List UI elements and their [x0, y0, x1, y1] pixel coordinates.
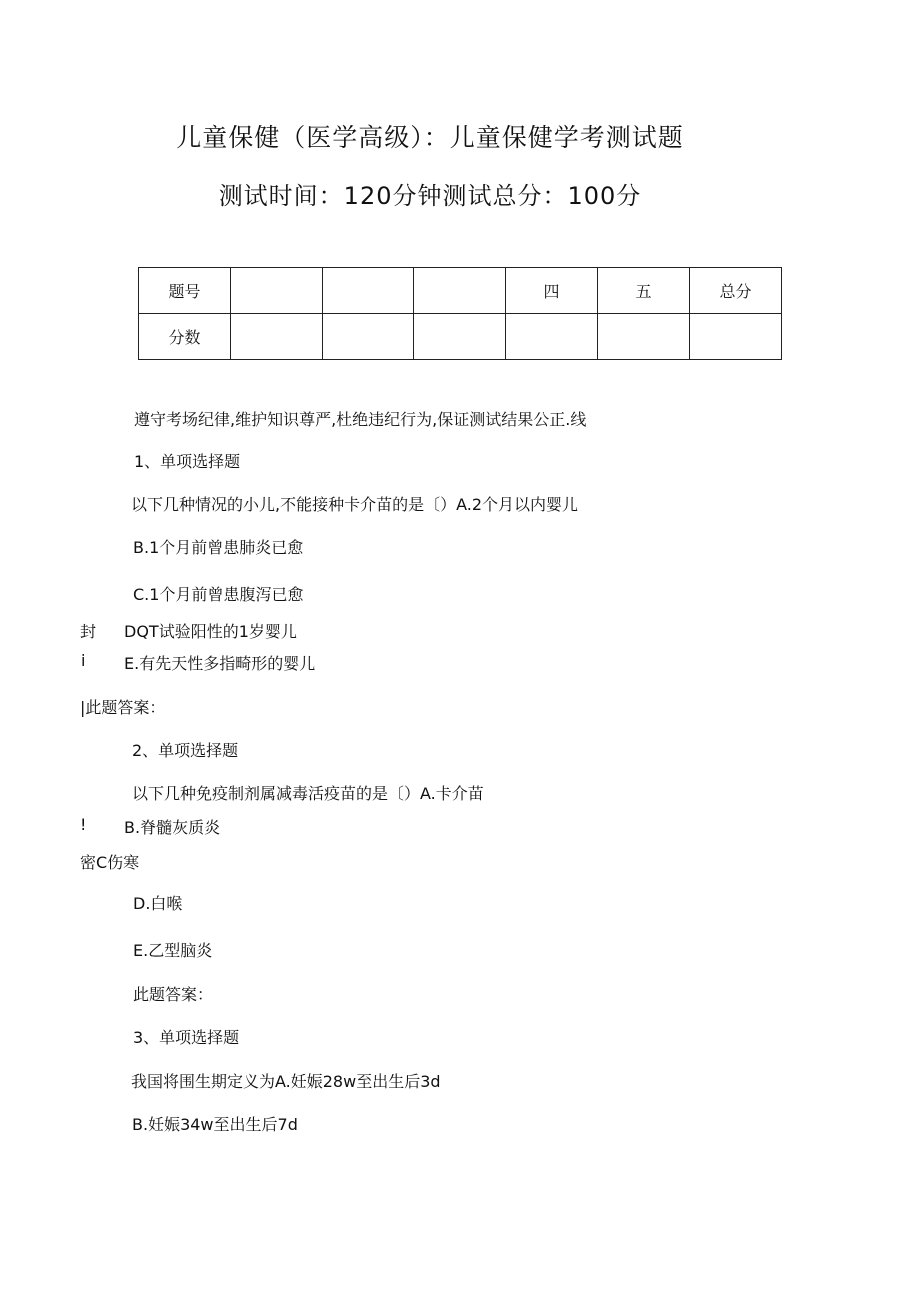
option-text: E.乙型脑炎 [133, 941, 213, 960]
answer-label: 此题答案： [133, 985, 214, 1004]
table-row [139, 314, 782, 360]
table-cell: 五 [598, 268, 690, 314]
question-heading: 3、单项选择题 [133, 1028, 240, 1047]
score-table [138, 267, 782, 360]
table-cell: 分数 [139, 314, 231, 360]
option-text: E.有先天性多指畸形的婴儿 [124, 654, 316, 673]
option-text: 密C伤寒 [80, 853, 140, 872]
table-cell [322, 314, 414, 360]
question-text: 我国将围生期定义为A.妊娠28w至出生后3d [131, 1072, 441, 1091]
answer-label: |此题答案： [80, 698, 166, 717]
option-text: B.脊髓灰质炎 [124, 818, 221, 837]
exam-info: 测试时间：120分钟测试总分：100分 [218, 182, 642, 210]
option-text: B.1个月前曾患肺炎已愈 [133, 538, 304, 557]
question-text: 以下几种情况的小儿,不能接种卡介苗的是〔）A.2个月以内婴儿 [131, 495, 579, 514]
question-heading: 2、单项选择题 [132, 741, 239, 760]
table-row [139, 268, 782, 314]
margin-mark: ! [80, 815, 87, 834]
table-cell [230, 268, 322, 314]
question-text: 以下几种免疫制剂属减毒活疫苗的是〔）A.卡介苗 [132, 784, 484, 803]
page-title: 儿童保健（医学高级）：儿童保健学考测试题 [176, 123, 684, 152]
table-cell [414, 268, 506, 314]
table-cell [322, 268, 414, 314]
table-cell [414, 314, 506, 360]
table-cell: 总分 [689, 268, 781, 314]
table-cell: 题号 [139, 268, 231, 314]
margin-mark: 封 [80, 622, 97, 641]
table-cell [230, 314, 322, 360]
option-text: DQT试验阳性的1岁婴儿 [124, 622, 297, 641]
question-heading: 1、单项选择题 [134, 452, 241, 471]
table-cell [689, 314, 781, 360]
exam-rules: 遵守考场纪律,维护知识尊严,杜绝违纪行为,保证测试结果公正.线 [134, 410, 587, 429]
table-cell [506, 314, 598, 360]
table-cell [598, 314, 690, 360]
option-text: C.1个月前曾患腹泻已愈 [133, 585, 304, 604]
option-text: B.妊娠34w至出生后7d [132, 1115, 298, 1134]
option-text: D.白喉 [133, 894, 183, 913]
margin-mark: i [81, 651, 86, 670]
table-cell: 四 [506, 268, 598, 314]
